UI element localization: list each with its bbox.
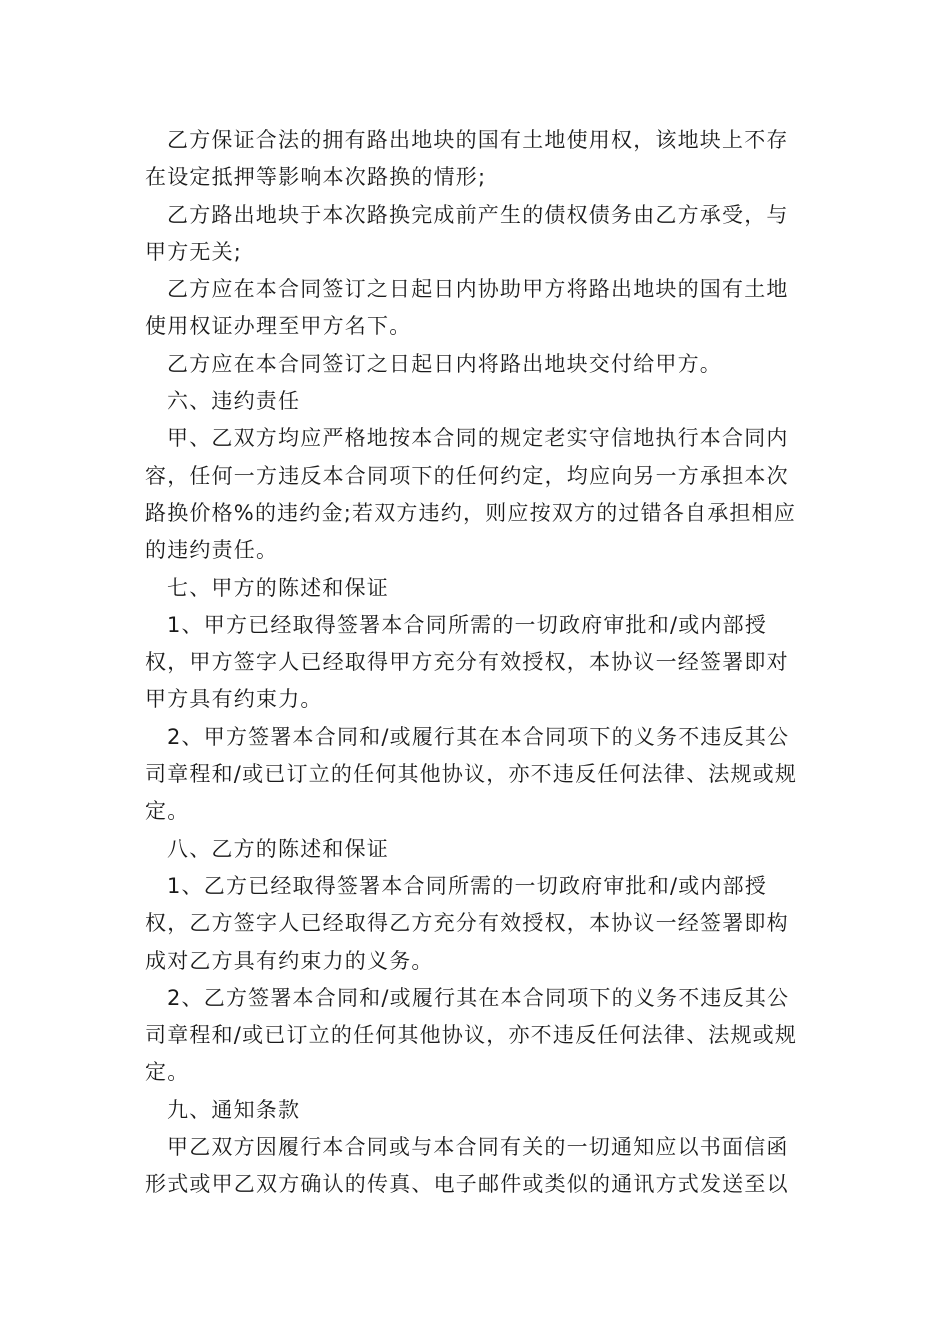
paragraph: 1、乙方已经取得签署本合同所需的一切政府审批和/或内部授权，乙方签字人已经取得乙方充分有效授权，本协议一经签署即构成对乙方具有约束力的义务。: [145, 873, 789, 973]
paragraph: 乙方路出地块于本次路换完成前产生的债权债务由乙方承受，与甲方无关;: [145, 202, 789, 264]
section-heading: 七、甲方的陈述和保证: [167, 575, 389, 600]
paragraph: 乙方应在本合同签订之日起日内将路出地块交付给甲方。: [167, 351, 722, 376]
paragraph: 甲乙双方因履行本合同或与本合同有关的一切通知应以书面信函形式或甲乙双方确认的传真、电子邮件或类似的通讯方式发送至以: [145, 1135, 789, 1197]
paragraph: 1、甲方已经取得签署本合同所需的一切政府审批和/或内部授权，甲方签字人已经取得甲方充分有效授权，本协议一经签署即对甲方具有约束力。: [145, 612, 789, 712]
paragraph: 乙方保证合法的拥有路出地块的国有土地使用权，该地块上不存在设定抵押等影响本次路换的情形;: [145, 128, 789, 190]
paragraph: 2、甲方签署本合同和/或履行其在本合同项下的义务不违反其公司章程和/或已订立的任何其他协议，亦不违反任何法律、法规或规定。: [145, 724, 798, 824]
paragraph: 乙方应在本合同签订之日起日内协助甲方将路出地块的国有土地使用权证办理至甲方名下。: [145, 277, 789, 339]
document-body: [145, 122, 810, 1204]
section-heading: 八、乙方的陈述和保证: [167, 836, 389, 861]
paragraph: 甲、乙双方均应严格地按本合同的规定老实守信地执行本合同内容，任何一方违反本合同项下的任何约定，均应向另一方承担本次路换价格%的违约金;若双方违约，则应按双方的过错各自承担相应的违约责任。: [145, 426, 797, 563]
section-heading: 六、违约责任: [167, 389, 301, 414]
section-heading: 九、通知条款: [167, 1097, 301, 1122]
paragraph: 2、乙方签署本合同和/或履行其在本合同项下的义务不违反其公司章程和/或已订立的任何其他协议，亦不违反任何法律、法规或规定。: [145, 985, 798, 1085]
